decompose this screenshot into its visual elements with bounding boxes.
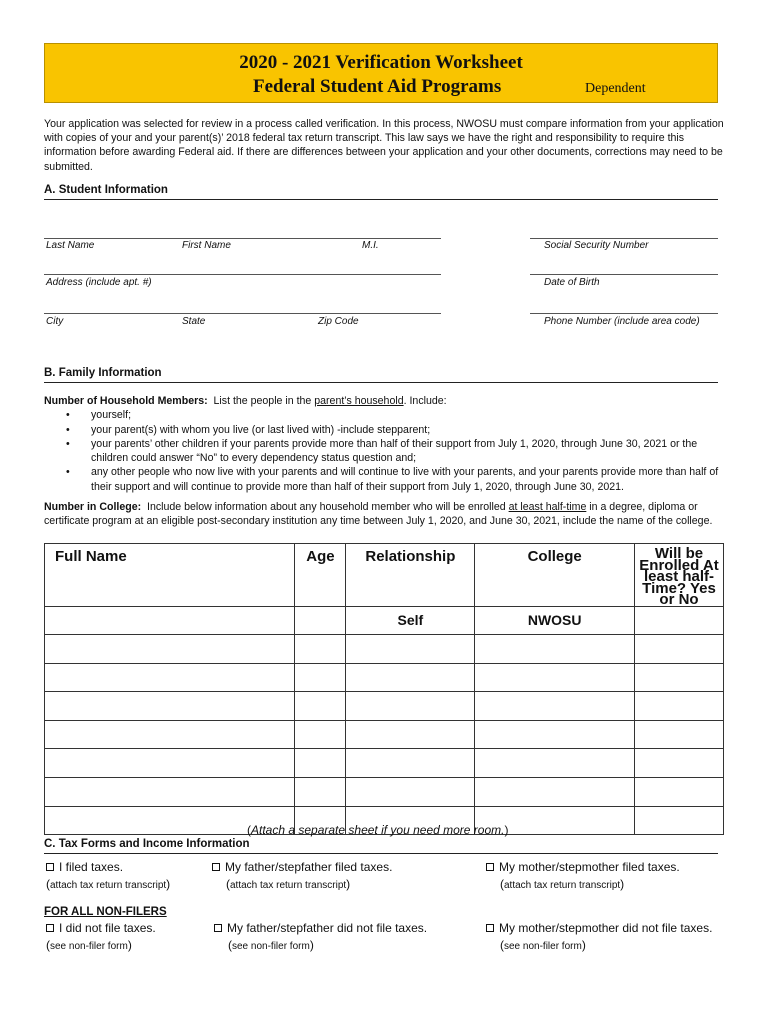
- zip-label: Zip Code: [318, 316, 359, 327]
- form-title: 2020 - 2021 Verification Worksheet: [239, 52, 523, 73]
- ssn-label: Social Security Number: [544, 240, 649, 251]
- table-cell[interactable]: [635, 806, 724, 835]
- bullet-item: • your parents’ other children if your parents provide more than half of their support from July 1, 2020, through June 30, 2021 or the children could answer “No” to every dependency status question and;: [66, 437, 698, 465]
- last-name-label: Last Name: [46, 240, 95, 251]
- table-cell[interactable]: [45, 720, 295, 749]
- header-age: Age: [295, 544, 346, 607]
- table-header-row: [45, 544, 724, 607]
- table-cell[interactable]: [295, 778, 346, 807]
- intro-paragraph: Your application was selected for review in a process called verification. In this process, NWOSU must compare information from your application with copies of your and your parent(s)’ 2018 federal tax return transcript. This law says we have the right and responsibility to require this information before awarding Federal aid. If there are differences between your application and your other documents, corrections may need to be submitted.: [44, 118, 724, 173]
- table-cell[interactable]: [346, 720, 475, 749]
- table-cell[interactable]: [475, 663, 635, 692]
- table-cell[interactable]: [346, 749, 475, 778]
- college-text-pre: Include below information about any household member who will be enrolled: [147, 501, 509, 513]
- table-cell[interactable]: [475, 692, 635, 721]
- section-c-title: C. Tax Forms and Income Information: [44, 838, 250, 850]
- college-heading: Number in College:: [44, 501, 142, 513]
- household-table: [44, 543, 724, 835]
- table-cell[interactable]: [295, 720, 346, 749]
- father-not-filed-option[interactable]: My father/stepfather did not file taxes.: [214, 921, 427, 935]
- filed-note: (attach tax return transcript): [46, 877, 171, 891]
- table-cell[interactable]: [45, 635, 295, 664]
- table-cell[interactable]: [635, 692, 724, 721]
- table-row: [45, 692, 724, 721]
- table-cell[interactable]: [635, 749, 724, 778]
- attach-note: (Attach a separate sheet if you need more room.): [247, 823, 509, 837]
- dob-label: Date of Birth: [544, 277, 600, 288]
- name-line[interactable]: [44, 238, 441, 239]
- section-a-rule: [44, 199, 718, 200]
- filed-note: (attach tax return transcript): [500, 877, 625, 891]
- table-cell[interactable]: [45, 778, 295, 807]
- bullet-item: • yourself;: [66, 409, 132, 422]
- table-row: [45, 749, 724, 778]
- table-cell[interactable]: [346, 635, 475, 664]
- table-cell[interactable]: [475, 749, 635, 778]
- section-b-title: B. Family Information: [44, 367, 162, 379]
- table-row: [45, 778, 724, 807]
- table-cell[interactable]: [635, 720, 724, 749]
- checkbox-icon[interactable]: [486, 924, 494, 932]
- non-filer-note: (see non-filer form): [46, 938, 132, 952]
- filed-note: (attach tax return transcript): [226, 877, 351, 891]
- table-cell[interactable]: [295, 692, 346, 721]
- phone-line[interactable]: [530, 313, 718, 314]
- table-cell[interactable]: [346, 778, 475, 807]
- form-subtitle: Federal Student Aid Programs: [253, 76, 502, 97]
- table-cell[interactable]: [295, 635, 346, 664]
- phone-label: Phone Number (include area code): [544, 316, 700, 327]
- bullet-item: • any other people who now live with your parents and will continue to live with your parents, and your parents provide more than half of their support and will continue to provide more than half of their support from July 1, 2020, through June 30, 2021.: [66, 466, 719, 493]
- state-label: State: [182, 316, 206, 327]
- table-cell[interactable]: [295, 749, 346, 778]
- header-relationship: Relationship: [346, 544, 475, 607]
- non-filer-note: (see non-filer form): [500, 938, 586, 952]
- header-enrolled: Will be Enrolled At least half-Time? Yes or No: [635, 544, 724, 607]
- table-cell[interactable]: NWOSU: [475, 606, 635, 635]
- table-cell[interactable]: [45, 606, 295, 635]
- checkbox-icon[interactable]: [486, 863, 494, 871]
- dob-line[interactable]: [530, 274, 718, 275]
- table-cell[interactable]: [45, 663, 295, 692]
- checkbox-icon[interactable]: [214, 924, 222, 932]
- table-row: [45, 606, 724, 635]
- header-full-name: Full Name: [45, 544, 295, 607]
- first-name-label: First Name: [182, 240, 231, 251]
- household-intro-link: parent’s household: [314, 395, 404, 407]
- address-line[interactable]: [44, 274, 441, 275]
- student-filed-option[interactable]: I filed taxes.: [46, 860, 123, 874]
- ssn-line[interactable]: [530, 238, 718, 239]
- table-cell[interactable]: [475, 778, 635, 807]
- city-label: City: [46, 316, 64, 327]
- section-a-title: A. Student Information: [44, 184, 168, 196]
- table-cell[interactable]: [475, 720, 635, 749]
- table-cell[interactable]: [635, 635, 724, 664]
- mother-not-filed-option[interactable]: My mother/stepmother did not file taxes.: [486, 921, 712, 935]
- middle-initial-label: M.I.: [362, 240, 379, 251]
- college-text-underline: at least half-time: [508, 501, 587, 513]
- table-cell[interactable]: [475, 635, 635, 664]
- city-state-zip-line[interactable]: [44, 313, 441, 314]
- title-banner: [44, 43, 718, 103]
- non-filer-note: (see non-filer form): [228, 938, 314, 952]
- household-intro-post: . Include:: [403, 395, 447, 407]
- checkbox-icon[interactable]: [46, 924, 54, 932]
- table-cell[interactable]: [295, 663, 346, 692]
- household-intro-pre: List the people in the: [213, 395, 315, 407]
- table-row: [45, 635, 724, 664]
- table-cell[interactable]: [45, 692, 295, 721]
- student-not-filed-option[interactable]: I did not file taxes.: [46, 921, 156, 935]
- table-cell[interactable]: [635, 663, 724, 692]
- table-cell[interactable]: [346, 692, 475, 721]
- table-cell[interactable]: Self: [346, 606, 475, 635]
- section-b-rule: [44, 382, 718, 383]
- table-row: [45, 663, 724, 692]
- household-instructions: [44, 394, 724, 494]
- checkbox-icon[interactable]: [212, 863, 220, 871]
- checkbox-icon[interactable]: [46, 863, 54, 871]
- household-heading: Number of Household Members:: [44, 395, 208, 407]
- college-instructions: [44, 500, 724, 529]
- table-cell[interactable]: [635, 778, 724, 807]
- college-text-post: in a degree, diploma or certificate program at an eligible post-secondary institution any time between July 1, 2020, and June 30, 2021, include the name of the college.: [44, 501, 713, 528]
- table-cell[interactable]: [45, 749, 295, 778]
- table-cell[interactable]: [346, 663, 475, 692]
- address-label: Address (include apt. #): [46, 277, 152, 288]
- mother-filed-option[interactable]: My mother/stepmother filed taxes.: [486, 860, 680, 874]
- table-row: [45, 720, 724, 749]
- dependency-status: Dependent: [585, 81, 646, 96]
- table-cell[interactable]: [295, 606, 346, 635]
- father-filed-option[interactable]: My father/stepfather filed taxes.: [212, 860, 392, 874]
- table-cell[interactable]: [635, 606, 724, 635]
- section-c-rule: [44, 853, 718, 854]
- non-filers-heading: FOR ALL NON-FILERS: [44, 906, 167, 918]
- header-college: College: [475, 544, 635, 607]
- bullet-item: • your parent(s) with whom you live (or last lived with) -include stepparent;: [66, 423, 431, 436]
